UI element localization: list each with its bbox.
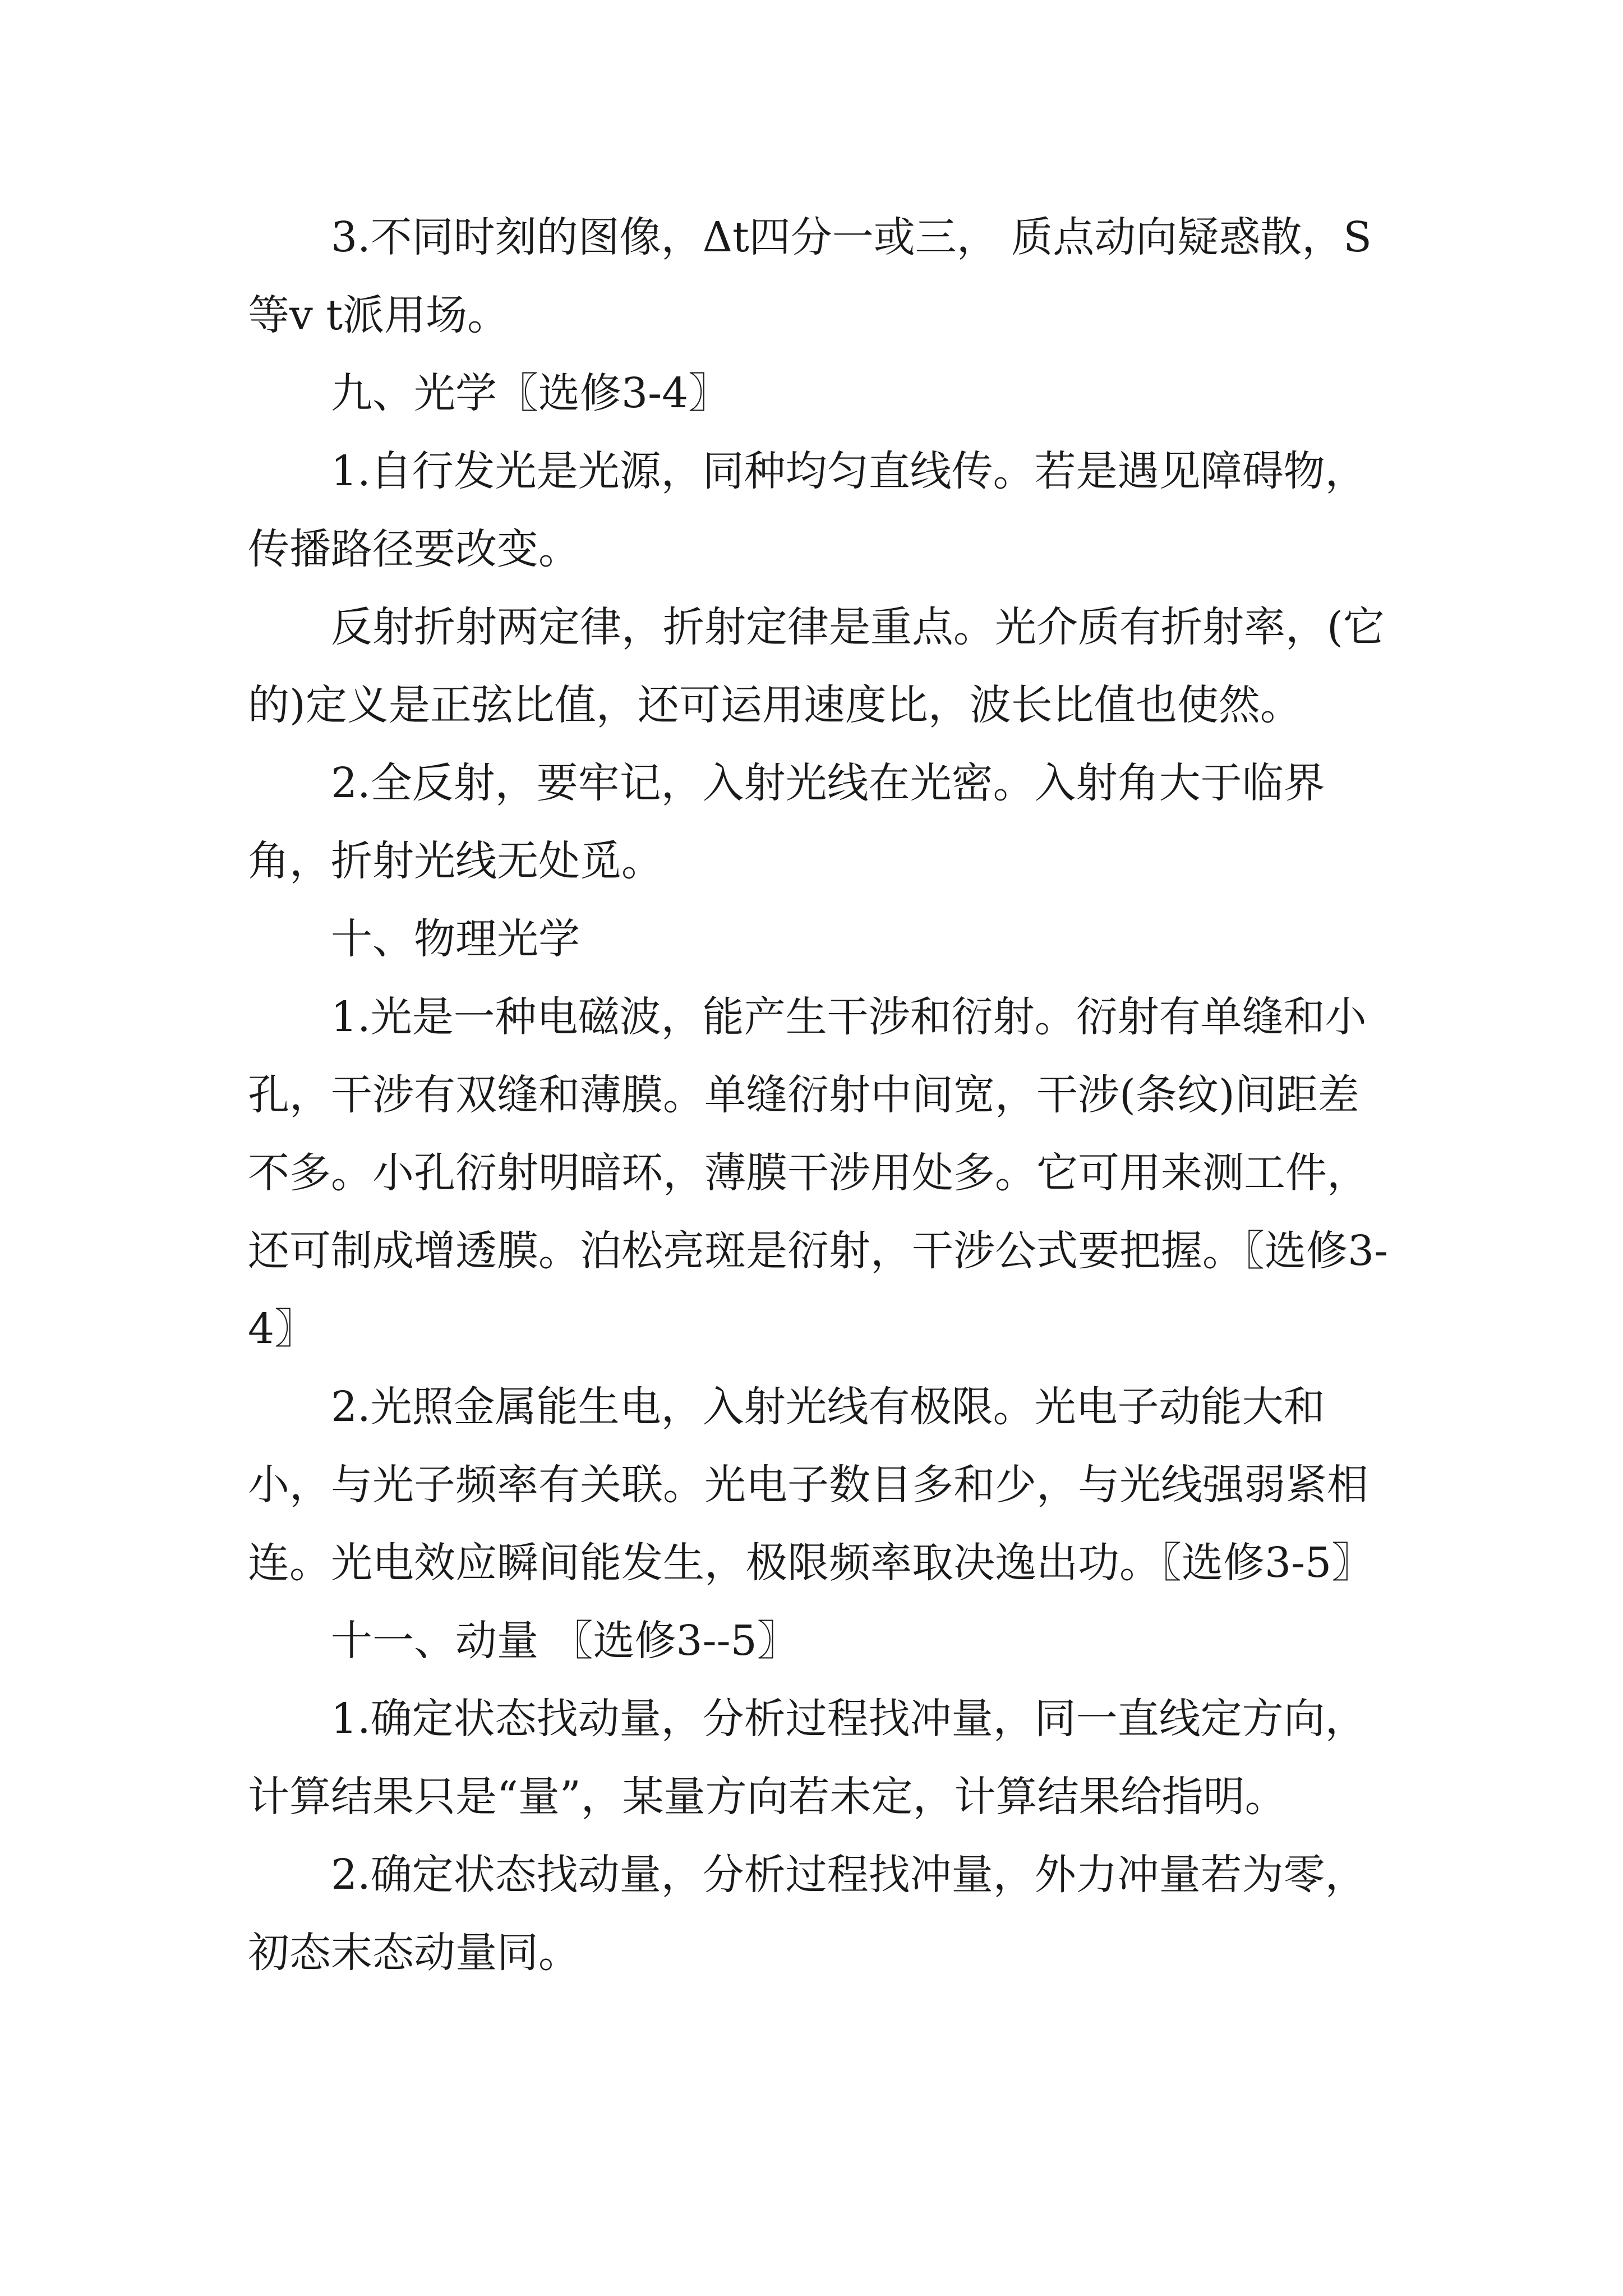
paragraph-total-reflection: 2.全反射，要牢记，入射光线在光密。入射角大于临界角，折射光线无处觅。: [248, 759, 1325, 885]
paragraph-wave-image: 3.不同时刻的图像，Δt四分一或三， 质点动向疑惑散，S等v t派用场。: [248, 213, 1372, 339]
paragraph-electromagnetic-wave: 1.光是一种电磁波，能产生干涉和衍射。衍射有单缝和小孔，干涉有双缝和薄膜。单缝衍射中间宽，干涉(条纹)间距差不多。小孔衍射明暗环，薄膜干涉用处多。它可用来测工件，还可制成增透膜。泊松亮斑是衍射，干涉公式要把握。〖选修3-4〗: [248, 993, 1389, 1353]
section-heading-optics: 九、光学〖选修3-4〗: [331, 369, 730, 417]
paragraph-momentum-conservation: 2.确定状态找动量，分析过程找冲量，外力冲量若为零，初态末态动量同。: [248, 1851, 1367, 1977]
section-heading-momentum: 十一、动量 〖选修3--5〗: [331, 1617, 799, 1665]
paragraph-momentum-direction: 1.确定状态找动量，分析过程找冲量，同一直线定方向，计算结果只是“量”，某量方向若未定，计算结果给指明。: [248, 1695, 1367, 1821]
section-heading-physical-optics: 十、物理光学: [331, 915, 580, 963]
document-body: [248, 199, 1392, 1992]
paragraph-photoelectric-effect: 2.光照金属能生电，入射光线有极限。光电子动能大和小，与光子频率有关联。光电子数目多和少，与光线强弱紧相连。光电效应瞬间能发生，极限频率取决逸出功。〖选修3-5〗: [248, 1383, 1373, 1587]
paragraph-reflection-refraction: 反射折射两定律，折射定律是重点。光介质有折射率，(它的)定义是正弦比值，还可运用速度比，波长比值也使然。: [248, 603, 1385, 729]
paragraph-light-source: 1.自行发光是光源，同种均匀直线传。若是遇见障碍物，传播路径要改变。: [248, 447, 1367, 573]
